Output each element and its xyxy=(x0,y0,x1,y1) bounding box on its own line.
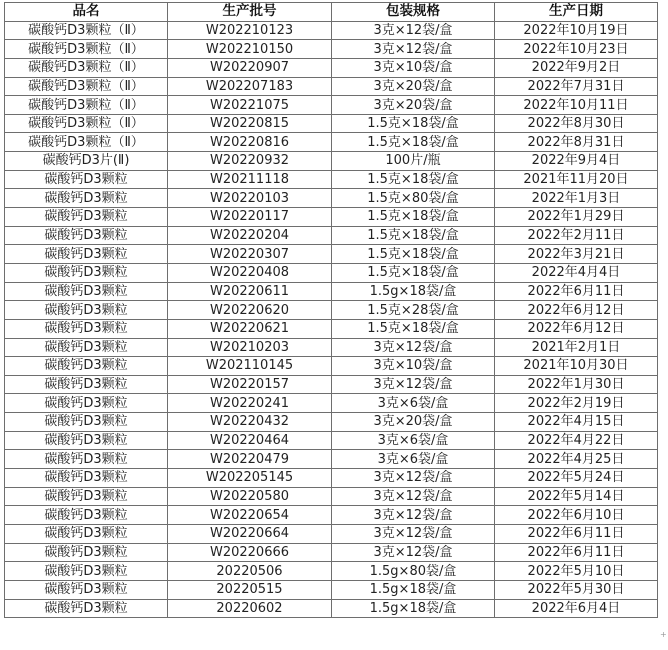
product-name-cell: 碳酸钙D3颗粒（Ⅱ） xyxy=(5,114,168,133)
table-row xyxy=(5,263,658,282)
production-date-cell: 2022年1月3日 xyxy=(495,189,658,208)
batch-number-cell: W20220479 xyxy=(168,450,332,469)
product-name-cell: 碳酸钙D3颗粒 xyxy=(5,375,168,394)
batch-number-cell: W20220241 xyxy=(168,394,332,413)
package-spec-cell: 1.5g×18袋/盒 xyxy=(332,599,495,618)
production-date-cell: 2022年7月31日 xyxy=(495,77,658,96)
product-name-cell: 碳酸钙D3颗粒 xyxy=(5,319,168,338)
table-row xyxy=(5,301,658,320)
header-batch-number: 生产批号 xyxy=(168,3,332,22)
production-date-cell: 2022年4月15日 xyxy=(495,413,658,432)
product-name-cell: 碳酸钙D3颗粒 xyxy=(5,450,168,469)
table-row xyxy=(5,170,658,189)
batch-number-cell: W20220654 xyxy=(168,506,332,525)
production-date-cell: 2022年5月14日 xyxy=(495,487,658,506)
batch-number-cell: W20220204 xyxy=(168,226,332,245)
product-name-cell: 碳酸钙D3颗粒 xyxy=(5,543,168,562)
batch-number-cell: W20220620 xyxy=(168,301,332,320)
batch-number-cell: W20210203 xyxy=(168,338,332,357)
table-row xyxy=(5,114,658,133)
product-name-cell: 碳酸钙D3颗粒 xyxy=(5,282,168,301)
corner-mark: + xyxy=(660,630,667,639)
table-row xyxy=(5,40,658,59)
batch-number-cell: W202207183 xyxy=(168,77,332,96)
product-name-cell: 碳酸钙D3片(Ⅱ) xyxy=(5,152,168,171)
production-date-cell: 2022年9月2日 xyxy=(495,58,658,77)
production-date-cell: 2022年6月10日 xyxy=(495,506,658,525)
package-spec-cell: 3克×12袋/盒 xyxy=(332,524,495,543)
production-date-cell: 2022年3月21日 xyxy=(495,245,658,264)
production-date-cell: 2022年10月19日 xyxy=(495,21,658,40)
table-row xyxy=(5,562,658,581)
product-name-cell: 碳酸钙D3颗粒 xyxy=(5,226,168,245)
package-spec-cell: 3克×12袋/盒 xyxy=(332,543,495,562)
production-date-cell: 2022年10月11日 xyxy=(495,96,658,115)
batch-number-cell: W20211118 xyxy=(168,170,332,189)
product-name-cell: 碳酸钙D3颗粒（Ⅱ） xyxy=(5,58,168,77)
product-name-cell: 碳酸钙D3颗粒 xyxy=(5,394,168,413)
product-name-cell: 碳酸钙D3颗粒 xyxy=(5,580,168,599)
product-name-cell: 碳酸钙D3颗粒（Ⅱ） xyxy=(5,77,168,96)
production-date-cell: 2022年2月11日 xyxy=(495,226,658,245)
production-date-cell: 2022年5月30日 xyxy=(495,580,658,599)
table-row xyxy=(5,543,658,562)
production-date-cell: 2022年6月12日 xyxy=(495,301,658,320)
package-spec-cell: 3克×6袋/盒 xyxy=(332,394,495,413)
batch-number-cell: W20220611 xyxy=(168,282,332,301)
table-row xyxy=(5,226,658,245)
batch-number-cell: W202210123 xyxy=(168,21,332,40)
product-name-cell: 碳酸钙D3颗粒 xyxy=(5,413,168,432)
package-spec-cell: 3克×12袋/盒 xyxy=(332,21,495,40)
batch-number-cell: W20220117 xyxy=(168,208,332,227)
production-date-cell: 2022年1月30日 xyxy=(495,375,658,394)
production-date-cell: 2022年6月11日 xyxy=(495,524,658,543)
product-name-cell: 碳酸钙D3颗粒 xyxy=(5,189,168,208)
production-date-cell: 2022年4月22日 xyxy=(495,431,658,450)
production-date-cell: 2022年6月11日 xyxy=(495,282,658,301)
package-spec-cell: 1.5克×18袋/盒 xyxy=(332,263,495,282)
product-name-cell: 碳酸钙D3颗粒（Ⅱ） xyxy=(5,40,168,59)
production-date-cell: 2022年6月12日 xyxy=(495,319,658,338)
product-name-cell: 碳酸钙D3颗粒（Ⅱ） xyxy=(5,21,168,40)
production-date-cell: 2022年9月4日 xyxy=(495,152,658,171)
production-date-cell: 2022年10月23日 xyxy=(495,40,658,59)
table-row xyxy=(5,394,658,413)
production-date-cell: 2022年8月30日 xyxy=(495,114,658,133)
production-date-cell: 2022年5月24日 xyxy=(495,469,658,488)
product-name-cell: 碳酸钙D3颗粒 xyxy=(5,208,168,227)
table-row xyxy=(5,469,658,488)
package-spec-cell: 1.5克×18袋/盒 xyxy=(332,245,495,264)
table-row xyxy=(5,506,658,525)
batch-number-cell: W20220580 xyxy=(168,487,332,506)
package-spec-cell: 100片/瓶 xyxy=(332,152,495,171)
package-spec-cell: 3克×20袋/盒 xyxy=(332,413,495,432)
table-row xyxy=(5,487,658,506)
product-name-cell: 碳酸钙D3颗粒 xyxy=(5,301,168,320)
product-batch-table xyxy=(4,2,658,618)
batch-number-cell: W202205145 xyxy=(168,469,332,488)
production-date-cell: 2022年8月31日 xyxy=(495,133,658,152)
product-name-cell: 碳酸钙D3颗粒 xyxy=(5,487,168,506)
product-name-cell: 碳酸钙D3颗粒（Ⅱ） xyxy=(5,96,168,115)
table-row xyxy=(5,450,658,469)
package-spec-cell: 3克×20袋/盒 xyxy=(332,77,495,96)
product-name-cell: 碳酸钙D3颗粒 xyxy=(5,599,168,618)
table-row xyxy=(5,338,658,357)
header-production-date: 生产日期 xyxy=(495,3,658,22)
batch-number-cell: W20220621 xyxy=(168,319,332,338)
package-spec-cell: 3克×12袋/盒 xyxy=(332,40,495,59)
batch-number-cell: W20220432 xyxy=(168,413,332,432)
table-row xyxy=(5,319,658,338)
package-spec-cell: 3克×12袋/盒 xyxy=(332,469,495,488)
table-row xyxy=(5,152,658,171)
table-row xyxy=(5,413,658,432)
production-date-cell: 2022年2月19日 xyxy=(495,394,658,413)
product-name-cell: 碳酸钙D3颗粒 xyxy=(5,562,168,581)
product-name-cell: 碳酸钙D3颗粒 xyxy=(5,431,168,450)
package-spec-cell: 1.5g×18袋/盒 xyxy=(332,282,495,301)
production-date-cell: 2022年4月25日 xyxy=(495,450,658,469)
product-name-cell: 碳酸钙D3颗粒 xyxy=(5,245,168,264)
package-spec-cell: 1.5克×18袋/盒 xyxy=(332,226,495,245)
table-row xyxy=(5,282,658,301)
package-spec-cell: 3克×12袋/盒 xyxy=(332,506,495,525)
header-product-name: 品名 xyxy=(5,3,168,22)
package-spec-cell: 1.5克×80袋/盒 xyxy=(332,189,495,208)
production-date-cell: 2021年10月30日 xyxy=(495,357,658,376)
table-row xyxy=(5,58,658,77)
batch-number-cell: W20220907 xyxy=(168,58,332,77)
package-spec-cell: 3克×20袋/盒 xyxy=(332,96,495,115)
batch-number-cell: 20220602 xyxy=(168,599,332,618)
package-spec-cell: 1.5克×18袋/盒 xyxy=(332,208,495,227)
package-spec-cell: 1.5g×80袋/盒 xyxy=(332,562,495,581)
product-name-cell: 碳酸钙D3颗粒 xyxy=(5,170,168,189)
production-date-cell: 2022年6月11日 xyxy=(495,543,658,562)
package-spec-cell: 1.5克×18袋/盒 xyxy=(332,133,495,152)
table-row xyxy=(5,599,658,618)
package-spec-cell: 3克×6袋/盒 xyxy=(332,431,495,450)
batch-number-cell: W20220408 xyxy=(168,263,332,282)
table-header-row xyxy=(5,3,658,22)
batch-number-cell: W20221075 xyxy=(168,96,332,115)
package-spec-cell: 3克×6袋/盒 xyxy=(332,450,495,469)
package-spec-cell: 3克×10袋/盒 xyxy=(332,58,495,77)
production-date-cell: 2021年11月20日 xyxy=(495,170,658,189)
table-row xyxy=(5,375,658,394)
batch-number-cell: W20220816 xyxy=(168,133,332,152)
product-name-cell: 碳酸钙D3颗粒 xyxy=(5,263,168,282)
table-row xyxy=(5,189,658,208)
package-spec-cell: 3克×12袋/盒 xyxy=(332,338,495,357)
table-row xyxy=(5,77,658,96)
table-body xyxy=(5,21,658,618)
table-row xyxy=(5,96,658,115)
product-name-cell: 碳酸钙D3颗粒 xyxy=(5,469,168,488)
batch-number-cell: W20220307 xyxy=(168,245,332,264)
package-spec-cell: 1.5g×18袋/盒 xyxy=(332,580,495,599)
batch-number-cell: W20220464 xyxy=(168,431,332,450)
batch-number-cell: W20220664 xyxy=(168,524,332,543)
batch-number-cell: W20220932 xyxy=(168,152,332,171)
table-row xyxy=(5,133,658,152)
table-row xyxy=(5,580,658,599)
production-date-cell: 2022年6月4日 xyxy=(495,599,658,618)
table-row xyxy=(5,208,658,227)
production-date-cell: 2021年2月1日 xyxy=(495,338,658,357)
table-row xyxy=(5,431,658,450)
package-spec-cell: 3克×12袋/盒 xyxy=(332,375,495,394)
product-name-cell: 碳酸钙D3颗粒 xyxy=(5,524,168,543)
package-spec-cell: 3克×12袋/盒 xyxy=(332,487,495,506)
product-name-cell: 碳酸钙D3颗粒 xyxy=(5,506,168,525)
batch-number-cell: W20220103 xyxy=(168,189,332,208)
batch-number-cell: W202110145 xyxy=(168,357,332,376)
package-spec-cell: 1.5克×18袋/盒 xyxy=(332,114,495,133)
production-date-cell: 2022年4月4日 xyxy=(495,263,658,282)
package-spec-cell: 3克×10袋/盒 xyxy=(332,357,495,376)
batch-number-cell: 20220515 xyxy=(168,580,332,599)
product-name-cell: 碳酸钙D3颗粒 xyxy=(5,357,168,376)
production-date-cell: 2022年5月10日 xyxy=(495,562,658,581)
table-row xyxy=(5,21,658,40)
package-spec-cell: 1.5克×18袋/盒 xyxy=(332,170,495,189)
package-spec-cell: 1.5克×28袋/盒 xyxy=(332,301,495,320)
batch-number-cell: W202210150 xyxy=(168,40,332,59)
table-row xyxy=(5,245,658,264)
table-row xyxy=(5,357,658,376)
table-row xyxy=(5,524,658,543)
production-date-cell: 2022年1月29日 xyxy=(495,208,658,227)
batch-number-cell: W20220666 xyxy=(168,543,332,562)
header-package-spec: 包装规格 xyxy=(332,3,495,22)
package-spec-cell: 1.5克×18袋/盒 xyxy=(332,319,495,338)
batch-number-cell: W20220157 xyxy=(168,375,332,394)
product-name-cell: 碳酸钙D3颗粒（Ⅱ） xyxy=(5,133,168,152)
batch-number-cell: W20220815 xyxy=(168,114,332,133)
product-name-cell: 碳酸钙D3颗粒 xyxy=(5,338,168,357)
batch-number-cell: 20220506 xyxy=(168,562,332,581)
